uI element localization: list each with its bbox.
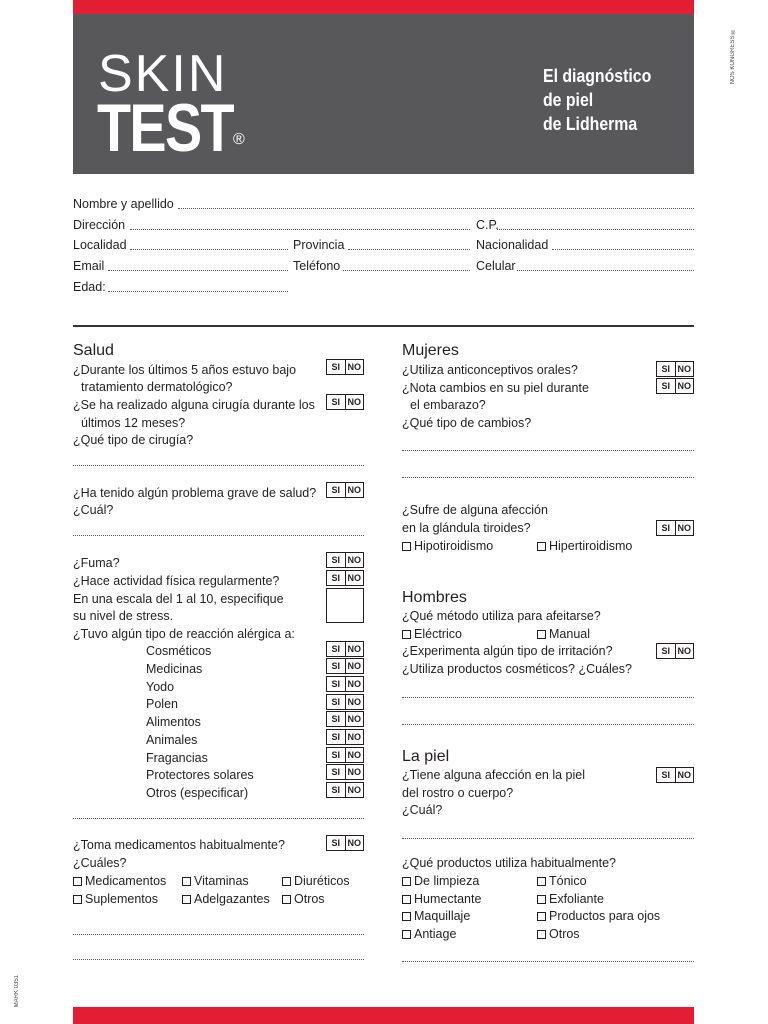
no-option[interactable]: NO: [347, 573, 361, 583]
header-title-line: de piel: [543, 90, 594, 110]
field-provincia[interactable]: [348, 249, 470, 250]
checkbox-label: Vitaminas: [194, 874, 249, 888]
field-cp[interactable]: [497, 229, 694, 230]
answer-line[interactable]: [73, 535, 364, 536]
checkbox-option[interactable]: [402, 892, 481, 906]
no-option[interactable]: NO: [347, 555, 361, 565]
allergy-item: Polen: [146, 697, 178, 711]
question-text: ¿Cuál?: [73, 503, 114, 517]
no-option[interactable]: NO: [677, 770, 691, 780]
question-text: su nivel de stress.: [73, 609, 174, 623]
no-option[interactable]: NO: [677, 381, 691, 391]
si-no-checkbox[interactable]: [326, 641, 364, 657]
question-text: ¿Cuáles?: [73, 856, 127, 870]
checkbox-option[interactable]: [182, 892, 270, 906]
checkbox[interactable]: [282, 895, 291, 904]
si-option[interactable]: SI: [657, 362, 676, 376]
checkbox-option[interactable]: [537, 539, 632, 553]
question-text: ¿Qué método utiliza para afeitarse?: [402, 609, 601, 623]
checkbox[interactable]: [73, 877, 82, 886]
answer-line[interactable]: [402, 838, 694, 839]
side-vertical-text: NOS KONGRESS ®: [730, 28, 736, 85]
footer-mark: MARK 0351: [14, 975, 20, 1008]
si-option[interactable]: SI: [327, 553, 346, 567]
si-option[interactable]: SI: [327, 765, 346, 779]
no-option[interactable]: NO: [347, 362, 361, 372]
no-option[interactable]: NO: [347, 485, 361, 495]
checkbox[interactable]: [537, 895, 546, 904]
si-no-checkbox[interactable]: [326, 552, 364, 568]
question-text: el embarazo?: [410, 398, 486, 412]
allergy-item: Otros (especificar): [146, 786, 249, 800]
allergy-item: Animales: [146, 733, 198, 747]
question-text: ¿Toma medicamentos habitualmente?: [73, 838, 285, 852]
checkbox-label: Exfoliante: [549, 892, 604, 906]
no-option[interactable]: NO: [347, 714, 361, 724]
question-text: En una escala del 1 al 10, especifique: [73, 592, 284, 606]
si-option[interactable]: SI: [327, 836, 346, 850]
question-text: últimos 12 meses?: [81, 416, 186, 430]
si-no-checkbox[interactable]: [326, 570, 364, 586]
si-no-checkbox[interactable]: [656, 378, 694, 394]
checkbox[interactable]: [537, 877, 546, 886]
question-text: ¿Tiene alguna afección en la piel: [402, 768, 585, 782]
si-option[interactable]: SI: [327, 677, 346, 691]
si-no-checkbox[interactable]: [326, 482, 364, 498]
checkbox-option[interactable]: [282, 874, 350, 888]
checkbox[interactable]: [537, 630, 546, 639]
answer-line[interactable]: [73, 959, 364, 960]
checkbox-label: Productos para ojos: [549, 909, 661, 923]
section-divider: [73, 325, 694, 327]
section-title-mujeres: Mujeres: [402, 342, 459, 359]
si-option[interactable]: SI: [327, 695, 346, 709]
label-localidad: Localidad: [73, 238, 127, 252]
no-option[interactable]: NO: [347, 644, 361, 654]
question-text: ¿Cuál?: [402, 803, 443, 817]
question-text: ¿Fuma?: [73, 556, 120, 570]
checkbox[interactable]: [402, 877, 411, 886]
checkbox-label: Antiage: [414, 927, 457, 941]
allergy-item: Yodo: [146, 680, 175, 694]
no-option[interactable]: NO: [677, 646, 691, 656]
answer-line[interactable]: [73, 934, 364, 935]
label-direccion: Dirección: [73, 218, 126, 232]
si-option[interactable]: SI: [657, 521, 676, 535]
label-nombre: Nombre y apellido: [73, 197, 174, 211]
question-text: ¿Qué tipo de cirugía?: [73, 433, 194, 447]
checkbox-option[interactable]: [73, 874, 166, 888]
si-no-checkbox[interactable]: [326, 676, 364, 692]
si-option[interactable]: SI: [657, 644, 676, 658]
question-text: en la glándula tiroides?: [402, 521, 531, 535]
question-text: ¿Qué productos utiliza habitualmente?: [402, 856, 617, 870]
si-no-checkbox[interactable]: [656, 767, 694, 783]
checkbox-label: Suplementos: [85, 892, 158, 906]
label-cp: C.P.: [476, 218, 499, 232]
si-option[interactable]: SI: [327, 571, 346, 585]
checkbox[interactable]: [402, 912, 411, 921]
no-option[interactable]: NO: [347, 697, 361, 707]
no-option[interactable]: NO: [347, 661, 361, 671]
no-option[interactable]: NO: [347, 732, 361, 742]
checkbox-option[interactable]: [402, 927, 456, 941]
si-no-checkbox[interactable]: [326, 747, 364, 763]
checkbox[interactable]: [402, 630, 411, 639]
checkbox-label: De limpieza: [414, 874, 480, 888]
field-direccion[interactable]: [130, 229, 470, 230]
checkbox[interactable]: [402, 542, 411, 551]
field-edad[interactable]: [108, 291, 288, 292]
checkbox-option[interactable]: [402, 539, 493, 553]
checkbox[interactable]: [537, 930, 546, 939]
allergy-item: Alimentos: [146, 715, 201, 729]
checkbox-option[interactable]: [537, 874, 587, 888]
no-option[interactable]: NO: [347, 838, 361, 848]
checkbox[interactable]: [537, 912, 546, 921]
si-no-checkbox[interactable]: [656, 361, 694, 377]
answer-line[interactable]: [402, 477, 694, 478]
field-email[interactable]: [108, 270, 288, 271]
logo-skin: SKIN: [98, 45, 228, 103]
checkbox[interactable]: [402, 930, 411, 939]
answer-line[interactable]: [73, 465, 364, 466]
stress-level-box[interactable]: [326, 588, 364, 623]
si-no-checkbox[interactable]: [326, 729, 364, 745]
checkbox[interactable]: [182, 877, 191, 886]
question-text: ¿Se ha realizado alguna cirugía durante los: [73, 398, 315, 412]
answer-line[interactable]: [73, 818, 364, 819]
checkbox-label: Tónico: [549, 874, 587, 888]
checkbox[interactable]: [402, 895, 411, 904]
no-option[interactable]: NO: [347, 767, 361, 777]
field-celular[interactable]: [517, 270, 694, 271]
section-title-la-piel: La piel: [402, 748, 450, 765]
si-no-checkbox[interactable]: [326, 711, 364, 727]
checkbox-label: Hipertiroidismo: [549, 539, 633, 553]
checkbox-option[interactable]: [537, 909, 660, 923]
header-banner: [73, 14, 694, 174]
checkbox[interactable]: [73, 895, 82, 904]
checkbox-label: Medicamentos: [85, 874, 167, 888]
si-option[interactable]: SI: [327, 395, 346, 409]
allergy-item: Protectores solares: [146, 768, 254, 782]
section-title-hombres: Hombres: [402, 589, 467, 606]
checkbox-option[interactable]: [537, 627, 590, 641]
label-email: Email: [73, 259, 105, 273]
question-text: ¿Experimenta algún tipo de irritación?: [402, 644, 613, 658]
no-option[interactable]: NO: [347, 785, 361, 795]
question-text: ¿Sufre de alguna afección: [402, 503, 548, 517]
checkbox-label: Hipotiroidismo: [414, 539, 494, 553]
checkbox-option[interactable]: [402, 909, 470, 923]
checkbox-label: Maquillaje: [414, 909, 471, 923]
checkbox-label: Otros: [294, 892, 325, 906]
checkbox-label: Humectante: [414, 892, 482, 906]
answer-line[interactable]: [402, 724, 694, 725]
question-text: ¿Tuvo algún tipo de reacción alérgica a:: [73, 627, 295, 641]
checkbox-option[interactable]: [402, 627, 462, 641]
si-no-checkbox[interactable]: [326, 694, 364, 710]
question-text: ¿Durante los últimos 5 años estuvo bajo: [73, 363, 297, 377]
checkbox-option[interactable]: [282, 892, 325, 906]
checkbox-label: Manual: [549, 627, 590, 641]
field-nombre[interactable]: [178, 208, 694, 209]
si-no-checkbox[interactable]: [326, 835, 364, 851]
logo-test: TEST: [97, 90, 233, 166]
si-option[interactable]: SI: [657, 379, 676, 393]
si-option[interactable]: SI: [327, 642, 346, 656]
no-option[interactable]: NO: [347, 750, 361, 760]
no-option[interactable]: NO: [347, 397, 361, 407]
question-text: ¿Qué tipo de cambios?: [402, 416, 532, 430]
checkbox-option[interactable]: [537, 927, 580, 941]
question-text: ¿Utiliza anticonceptivos orales?: [402, 363, 578, 377]
checkbox-option[interactable]: [402, 874, 479, 888]
si-option[interactable]: SI: [327, 730, 346, 744]
label-provincia: Provincia: [293, 238, 345, 252]
question-text: ¿Ha tenido algún problema grave de salud?: [73, 486, 317, 500]
field-localidad[interactable]: [130, 249, 288, 250]
checkbox-label: Eléctrico: [414, 627, 462, 641]
label-nacionalidad: Nacionalidad: [476, 238, 549, 252]
header-title-line: El diagnóstico: [543, 66, 652, 86]
checkbox-label: Adelgazantes: [194, 892, 270, 906]
section-title-salud: Salud: [73, 342, 114, 359]
answer-line[interactable]: [402, 697, 694, 698]
si-option[interactable]: SI: [657, 768, 676, 782]
si-no-checkbox[interactable]: [656, 520, 694, 536]
si-no-checkbox[interactable]: [326, 782, 364, 798]
si-no-checkbox[interactable]: [326, 394, 364, 410]
si-option[interactable]: SI: [327, 783, 346, 797]
question-text: ¿Nota cambios en su piel durante: [402, 381, 589, 395]
no-option[interactable]: NO: [677, 523, 691, 533]
field-telefono[interactable]: [343, 270, 470, 271]
checkbox[interactable]: [182, 895, 191, 904]
si-option[interactable]: SI: [327, 659, 346, 673]
no-option[interactable]: NO: [677, 364, 691, 374]
allergy-item: Fragancias: [146, 751, 208, 765]
question-text: tratamiento dermatológico?: [81, 380, 233, 394]
si-no-checkbox[interactable]: [656, 643, 694, 659]
si-no-checkbox[interactable]: [326, 658, 364, 674]
checkbox-option[interactable]: [73, 892, 158, 906]
logo-registered-mark: ®: [233, 131, 245, 148]
answer-line[interactable]: [402, 450, 694, 451]
question-text: ¿Utiliza productos cosméticos? ¿Cuáles?: [402, 662, 632, 676]
question-text: ¿Hace actividad física regularmente?: [73, 574, 280, 588]
si-option[interactable]: SI: [327, 712, 346, 726]
checkbox-option[interactable]: [537, 892, 604, 906]
question-text: del rostro o cuerpo?: [402, 786, 514, 800]
checkbox[interactable]: [537, 542, 546, 551]
checkbox[interactable]: [282, 877, 291, 886]
si-option[interactable]: SI: [327, 748, 346, 762]
checkbox-option[interactable]: [182, 874, 249, 888]
allergy-item: Medicinas: [146, 662, 203, 676]
checkbox-label: Otros: [549, 927, 580, 941]
si-no-checkbox[interactable]: [326, 764, 364, 780]
si-no-checkbox[interactable]: [326, 359, 364, 375]
header-title: [543, 64, 651, 136]
bottom-red-bar: [73, 1007, 694, 1024]
label-edad: Edad:: [73, 280, 106, 294]
no-option[interactable]: NO: [347, 679, 361, 689]
label-celular: Celular: [476, 259, 516, 273]
label-telefono: Teléfono: [293, 259, 341, 273]
header-title-line: de Lidherma: [543, 114, 638, 134]
si-option[interactable]: SI: [327, 483, 346, 497]
si-option[interactable]: SI: [327, 360, 346, 374]
field-nacionalidad[interactable]: [552, 249, 694, 250]
top-red-bar: [73, 0, 694, 14]
answer-line[interactable]: [402, 961, 694, 962]
allergy-item: Cosméticos: [146, 644, 212, 658]
checkbox-label: Diuréticos: [294, 874, 350, 888]
